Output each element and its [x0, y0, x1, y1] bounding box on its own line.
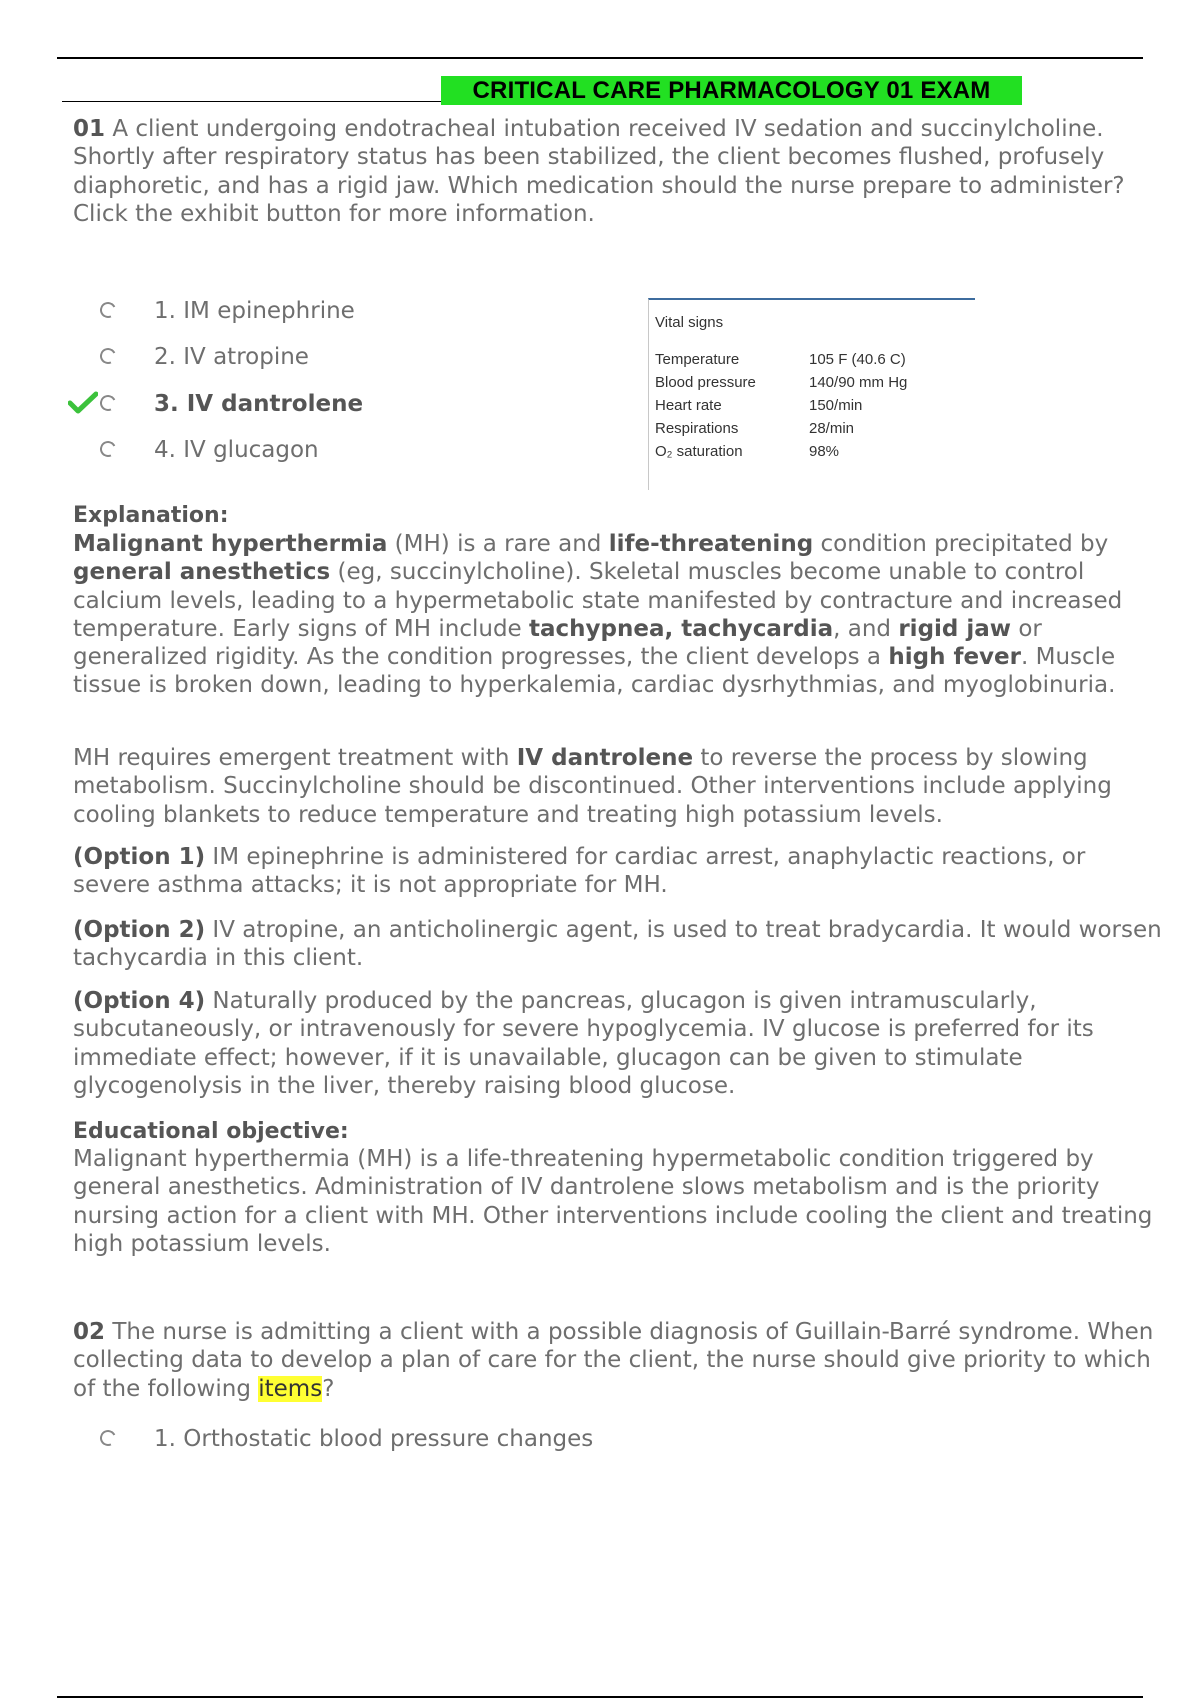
text-run: (eg, succinylcholine). Skeletal muscles become unable to control calcium levels, leading to a hypermetabolic state manifested by contracture and increased temperature. Early signs of MH include	[73, 559, 1123, 642]
vital-row-temperature	[655, 348, 975, 371]
option-tag: (Option 2)	[73, 917, 206, 943]
bold-term: Malignant hyperthermia	[73, 531, 388, 557]
option-tag: (Option 4)	[73, 988, 206, 1014]
top-rule	[57, 57, 1143, 59]
vital-value: 105 F (40.6 C)	[809, 351, 906, 368]
radio-button[interactable]	[98, 439, 119, 460]
text-run: . Muscle tissue is broken down, leading to hyperkalemia, cardiac dysrhythmias, and myoglobinuria.	[73, 644, 1116, 699]
vital-row-o2-saturation	[655, 440, 975, 463]
option-label: 1. Orthostatic blood pressure changes	[154, 1426, 594, 1452]
explanation-heading: Explanation:	[73, 503, 229, 528]
radio-button[interactable]	[98, 1428, 119, 1449]
exhibit-title: Vital signs	[655, 314, 724, 331]
text-run: Naturally produced by the pancreas, glucagon is given intramuscularly, subcutaneously, or intravenously for severe hypoglycemia. IV glucose is preferred for its immediate effect; however, if it is unavailable, glucagon can be given to stimulate glycogenolysis in the liver, thereby raising blood glucose.	[73, 988, 1094, 1099]
question-text: The nurse is admitting a client with a possible diagnosis of Guillain-Barré syndrome. When collecting data to develop a plan of care for the client, the nurse should give priority to which of the following	[73, 1319, 1154, 1402]
question-number: 01	[73, 116, 106, 142]
option-4-rationale	[73, 987, 1163, 1100]
q1-option-4[interactable]	[96, 435, 556, 465]
vital-value: 28/min	[809, 420, 855, 437]
educational-objective-heading: Educational objective:	[73, 1119, 349, 1144]
title-underline-rule	[62, 101, 443, 102]
bold-term: general anesthetics	[73, 559, 331, 586]
question-text: A client undergoing endotracheal intubation received IV sedation and succinylcholine. Shortly after respiratory status has been stabilized, the client becomes flushed, profusely diaphoretic, and has a rigid jaw. Which medication should the nurse prepare to administer? Click the exhibit button for more information.	[73, 116, 1125, 227]
option-label: 2. IV atropine	[154, 344, 309, 370]
radio-button[interactable]	[98, 393, 119, 414]
q2-option-1[interactable]	[96, 1424, 594, 1454]
vital-row-heart-rate	[655, 394, 975, 417]
bold-term: high fever	[888, 644, 1021, 671]
vital-signs-exhibit	[648, 298, 975, 490]
option-2-rationale	[73, 916, 1163, 973]
text-run: (MH) is a rare and	[387, 531, 609, 557]
text-run: IV atropine, an anticholinergic agent, is used to treat bradycardia. It would worsen tachycardia in this client.	[73, 917, 1162, 972]
option-label: 3. IV dantrolene	[154, 391, 364, 417]
vital-label: O₂ saturation	[655, 443, 743, 460]
vital-value: 140/90 mm Hg	[809, 374, 908, 391]
vital-label: Heart rate	[655, 397, 722, 414]
radio-button[interactable]	[98, 300, 119, 321]
exam-title: CRITICAL CARE PHARMACOLOGY 01 EXAM	[441, 76, 1022, 105]
bottom-rule	[57, 1696, 1143, 1698]
q1-option-2[interactable]	[96, 342, 556, 372]
educational-objective-text: Malignant hyperthermia (MH) is a life-threatening hypermetabolic condition triggered by general anesthetics. Administration of IV dantrolene slows metabolism and is the priority nursing action for a client with MH. Other interventions include cooling the client and treating high potassium levels.	[73, 1146, 1153, 1257]
text-run: to reverse the process by slowing metabolism. Succinylcholine should be discontinued. Other interventions include applying cooling blankets to reduce temperature and treating high potassium levels.	[73, 745, 1112, 828]
text-run: MH requires emergent treatment with	[73, 745, 517, 771]
question-1-stem	[73, 115, 1163, 228]
text-run: condition precipitated by	[813, 531, 1109, 557]
option-tag: (Option 1)	[73, 844, 206, 870]
text-run: , and	[833, 615, 899, 642]
explanation-paragraph-1	[73, 530, 1163, 700]
vital-value: 98%	[809, 443, 840, 460]
bold-term: IV dantrolene	[516, 745, 694, 771]
question-number: 02	[73, 1319, 106, 1345]
bold-term: life-threatening	[608, 531, 814, 557]
highlighted-word: items	[258, 1375, 323, 1402]
q1-option-3[interactable]	[96, 389, 556, 419]
explanation-paragraph-2	[73, 744, 1163, 829]
question-2-stem	[73, 1318, 1163, 1403]
vital-label: Respirations	[655, 420, 739, 437]
vital-label: Temperature	[655, 351, 740, 368]
text-run: or generalized rigidity. As the condition progresses, the client develops a	[73, 615, 1042, 671]
text-run: IM epinephrine is administered for cardiac arrest, anaphylactic reactions, or severe asthma attacks; it is not appropriate for MH.	[73, 844, 1086, 899]
bold-term: rigid jaw	[898, 615, 1012, 642]
bold-term: tachypnea, tachycardia	[529, 615, 834, 642]
radio-button[interactable]	[98, 346, 119, 367]
question-text-end: ?	[322, 1375, 335, 1402]
option-1-rationale	[73, 843, 1163, 900]
vital-row-respirations	[655, 417, 975, 440]
option-label: 1. IM epinephrine	[154, 298, 355, 324]
correct-check-icon	[68, 391, 98, 415]
q1-option-1[interactable]	[96, 296, 556, 326]
vital-row-blood-pressure	[655, 371, 975, 394]
vital-value: 150/min	[809, 397, 863, 414]
vital-label: Blood pressure	[655, 374, 756, 391]
option-label: 4. IV glucagon	[154, 437, 319, 463]
